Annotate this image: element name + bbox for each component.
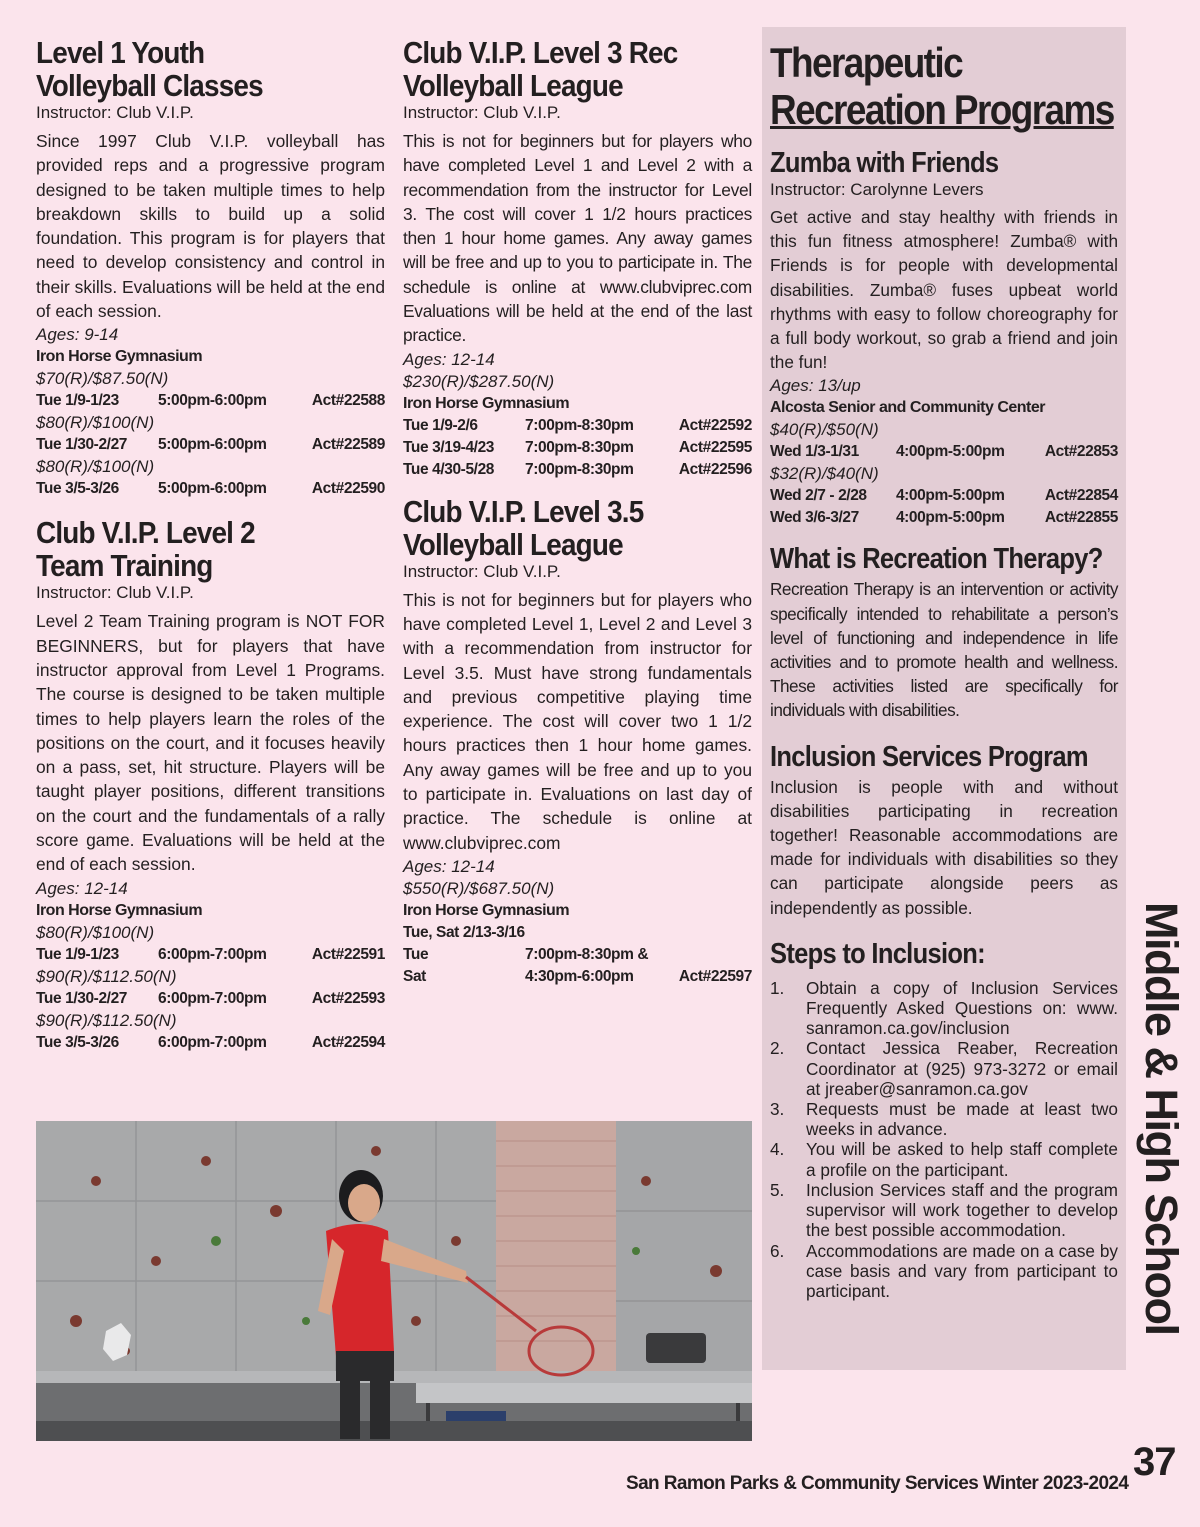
step-number: 6. xyxy=(770,1240,785,1261)
lvl2-price-1: $80(R)/$100(N) xyxy=(36,922,155,942)
lvl1-session-row xyxy=(36,390,385,412)
lvl1-ages: Ages: 9-14 xyxy=(36,325,119,345)
column-2 xyxy=(403,36,752,988)
list-item xyxy=(770,1099,1118,1139)
session-date: Wed 3/6-3/27 xyxy=(770,509,859,527)
activity-number: Act#22592 xyxy=(678,416,752,434)
lvl3-session-row xyxy=(403,415,752,437)
session-day: Tue xyxy=(403,945,429,963)
list-item xyxy=(770,1139,1118,1179)
activity-number: Act#22591 xyxy=(311,945,385,963)
lvl35-title-line1: Club V.I.P. Level 3.5 xyxy=(403,493,644,529)
lvl3-price: $230(R)/$287.50(N) xyxy=(403,371,555,391)
step-number: 3. xyxy=(770,1099,785,1120)
lvl3-title-line2: Volleyball League xyxy=(403,68,623,103)
inclusion-description: Inclusion is people with and without disabilities participating in recreation together! Reasonable accommodations are made for individuals with disabilities so they can participate alongside peers as independently as possible. xyxy=(770,776,1118,918)
session-time: 5:00pm-6:00pm xyxy=(158,392,267,410)
lvl3-title-line1: Club V.I.P. Level 3 Rec xyxy=(403,35,678,70)
lvl2-block xyxy=(36,516,385,1053)
lvl3-block xyxy=(403,36,752,481)
session-date: Tue 1/30-2/27 xyxy=(36,989,128,1007)
session-date: Tue 3/19-4/23 xyxy=(403,438,495,456)
zumba-ages: Ages: 13/up xyxy=(770,376,861,396)
step-number: 1. xyxy=(770,977,785,998)
lvl35-instructor: Instructor: Club V.I.P. xyxy=(403,561,561,581)
lvl35-session-row xyxy=(403,944,752,966)
zumba-location: Alcosta Senior and Community Center xyxy=(770,399,1045,417)
lvl3-instructor: Instructor: Club V.I.P. xyxy=(403,103,561,122)
step-number: 2. xyxy=(770,1038,785,1059)
lvl1-title-line2: Volleyball Classes xyxy=(36,68,263,103)
activity-number: Act#22854 xyxy=(1044,487,1118,505)
lvl1-title-line1: Level 1 Youth xyxy=(36,35,205,70)
section-title-line1: Therapeutic xyxy=(770,39,963,86)
lvl1-session-row xyxy=(36,434,385,456)
session-date: Tue 1/9-2/6 xyxy=(403,416,478,434)
lvl35-block xyxy=(403,495,752,988)
lvl1-price-1: $70(R)/$87.50(N) xyxy=(36,369,169,389)
activity-number: Act#22855 xyxy=(1044,509,1118,527)
activity-number: Act#22595 xyxy=(678,438,752,456)
activity-number: Act#22588 xyxy=(311,392,385,410)
lvl3-location: Iron Horse Gymnasium xyxy=(403,394,570,412)
zumba-title: Zumba with Friends xyxy=(770,147,999,179)
step-text: Inclusion Services staff and the program supervisor will work together to develop the best possible accommodation. xyxy=(806,1179,1118,1241)
zumba-price-2: $32(R)/$40(N) xyxy=(770,464,879,484)
inclusion-title: Inclusion Services Program xyxy=(770,740,1088,773)
session-date: Tue 3/5-3/26 xyxy=(36,1033,119,1051)
lvl3-description: This is not for beginners but for players who have completed Level 1 and Level 2 with a recommendation from the instructor for Level 3. The cost will cover 1 1/2 hours practices then 1 hour home games. Any away games will be free and up to you to participate in. The schedule is online at www.clubviprec.com Evaluations will be held at the end of the last practice. xyxy=(403,131,752,346)
session-date: Wed 1/3-1/31 xyxy=(770,443,859,461)
lvl2-instructor: Instructor: Club V.I.P. xyxy=(36,583,194,603)
session-time: 6:00pm-7:00pm xyxy=(158,989,267,1007)
activity-number: Act#22596 xyxy=(678,460,752,478)
session-time: 6:00pm-7:00pm xyxy=(158,945,267,963)
zumba-session-row xyxy=(770,441,1118,463)
step-text: Obtain a copy of Inclusion Services Frequently Asked Questions on: www. sanramon.ca.gov/inclusion xyxy=(806,977,1118,1039)
lvl3-session-row xyxy=(403,437,752,459)
badminton-player-photo xyxy=(36,1121,752,1441)
list-item xyxy=(770,978,1118,1039)
page-number: 37 xyxy=(1133,1440,1176,1484)
activity-number: Act#22590 xyxy=(311,480,385,498)
step-text: You will be asked to help staff complete a profile on the participant. xyxy=(806,1139,1118,1180)
lvl35-price: $550(R)/$687.50(N) xyxy=(403,878,555,898)
footer: San Ramon Parks & Community Services Winter 2023-2024 xyxy=(626,1473,1129,1494)
session-time: 4:30pm-6:00pm xyxy=(525,967,634,985)
lvl2-title xyxy=(36,516,385,582)
session-date: Tue 1/9-1/23 xyxy=(36,392,119,410)
session-date: Tue 4/30-5/28 xyxy=(403,460,495,478)
activity-number: Act#22593 xyxy=(311,989,385,1007)
step-text: Requests must be made at least two weeks in advance. xyxy=(806,1099,1118,1140)
session-time: 4:00pm-5:00pm xyxy=(895,487,1005,505)
zumba-price-1: $40(R)/$50(N) xyxy=(770,420,879,440)
lvl1-price-2: $80(R)/$100(N) xyxy=(36,413,155,433)
lvl1-price-3: $80(R)/$100(N) xyxy=(36,457,155,477)
therapy-description: Recreation Therapy is an intervention or activity specifically intended to rehabilitate a person’s level of functioning and independence in life activities and to promote health and wellness. These activities listed are specifically for individuals with disabilities. xyxy=(770,579,1118,721)
steps-list xyxy=(770,978,1118,1301)
session-time: 7:00pm-8:30pm xyxy=(525,460,634,478)
list-item xyxy=(770,1038,1118,1099)
therapeutic-sidebar xyxy=(762,27,1126,1370)
lvl2-title-line1: Club V.I.P. Level 2 xyxy=(36,515,255,551)
step-number: 4. xyxy=(770,1139,785,1160)
section-title xyxy=(770,39,1119,133)
lvl3-ages: Ages: 12-14 xyxy=(403,349,495,369)
activity-number: Act#22597 xyxy=(678,967,752,985)
list-item xyxy=(770,1241,1118,1302)
lvl3-title xyxy=(403,36,752,102)
lvl35-description: This is not for beginners but for players who have completed Level 1, Level 2 and Level 3 with a recommendation from instructor for Level 3.5. Must have strong fundamentals and previous competitive playing time experience. The cost will cover two 1 1/2 hours practices then 1 hour home games. Any away games will be free and up to you to participate in. Evaluations on last day of practice. The schedule is online at www.clubviprec.com xyxy=(403,589,752,853)
step-number: 5. xyxy=(770,1179,785,1200)
lvl35-dates xyxy=(403,922,752,944)
lvl35-ages: Ages: 12-14 xyxy=(403,856,495,876)
session-time: 7:00pm-8:30pm xyxy=(525,416,634,434)
lvl35-title xyxy=(403,495,752,561)
lvl35-title-line2: Volleyball League xyxy=(403,526,623,562)
lvl1-instructor: Instructor: Club V.I.P. xyxy=(36,103,194,122)
steps-title: Steps to Inclusion: xyxy=(770,937,985,970)
activity-number: Act#22853 xyxy=(1044,443,1118,461)
session-time: 5:00pm-6:00pm xyxy=(158,480,267,498)
session-date: Tue 1/9-1/23 xyxy=(36,945,119,963)
photo-illustration xyxy=(36,1121,752,1441)
lvl1-description: Since 1997 Club V.I.P. volleyball has provided reps and a progressive program designed to be taken multiple times to help breakdown skills to build up a solid foundation. This program is for players that need to develop consistency and control in their skills. Evaluations will be held at the end of each session. xyxy=(36,131,385,322)
lvl2-title-line2: Team Training xyxy=(36,548,213,584)
zumba-instructor: Instructor: Carolynne Levers xyxy=(770,180,984,199)
lvl2-session-row xyxy=(36,1032,385,1054)
lvl35-session-row xyxy=(403,966,752,988)
list-item xyxy=(770,1180,1118,1241)
session-date: Wed 2/7 - 2/28 xyxy=(770,487,867,505)
lvl2-session-row xyxy=(36,944,385,966)
side-tab xyxy=(1133,902,1189,1382)
lvl1-session-row xyxy=(36,478,385,500)
zumba-session-row xyxy=(770,485,1118,507)
lvl2-description: Level 2 Team Training program is NOT FOR BEGINNERS, but for players that have instructor approval from Level 1 Programs. The course is designed to be taken multiple times to help players learn the roles of the positions on the court, and it focuses heavily on a pass, set, hit structure. Players will be taught player positions, different transitions on the court and the fundamentals of a rally score game. Evaluations will be held at the end of each session. xyxy=(36,611,385,875)
session-time: 7:00pm-8:30pm & xyxy=(525,945,649,963)
session-date: Tue 3/5-3/26 xyxy=(36,480,119,498)
side-tab-label: Middle & High School xyxy=(1136,902,1187,1335)
step-text: Contact Jessica Reaber, Recreation Coordinator at (925) 973-3272 or email at jreaber@sanramon.ca.gov xyxy=(806,1038,1118,1099)
lvl35-location: Iron Horse Gymnasium xyxy=(403,901,570,919)
step-text: Accommodations are made on a case by case basis and vary from participant to participant. xyxy=(806,1240,1118,1301)
session-time: 5:00pm-6:00pm xyxy=(158,436,267,454)
lvl1-title xyxy=(36,36,385,102)
session-time: 6:00pm-7:00pm xyxy=(158,1033,267,1051)
activity-number: Act#22594 xyxy=(311,1033,385,1051)
lvl2-location: Iron Horse Gymnasium xyxy=(36,901,203,919)
lvl2-ages: Ages: 12-14 xyxy=(36,878,128,898)
lvl2-price-2: $90(R)/$112.50(N) xyxy=(36,966,177,986)
session-day: Sat xyxy=(403,967,426,985)
section-title-line2: Recreation Programs xyxy=(770,86,1114,133)
session-time: 7:00pm-8:30pm xyxy=(525,438,634,456)
lvl3-session-row xyxy=(403,459,752,481)
lvl1-location: Iron Horse Gymnasium xyxy=(36,348,203,366)
lvl2-session-row xyxy=(36,988,385,1010)
therapy-title: What is Recreation Therapy? xyxy=(770,543,1103,576)
lvl2-price-3: $90(R)/$112.50(N) xyxy=(36,1010,177,1030)
session-date: Tue 1/30-2/27 xyxy=(36,436,128,454)
session-time: 4:00pm-5:00pm xyxy=(895,509,1005,527)
column-1 xyxy=(36,36,385,1054)
lvl1-block xyxy=(36,36,385,500)
session-dates: Tue, Sat 2/13-3/16 xyxy=(403,923,525,941)
zumba-description: Get active and stay healthy with friends in this fun fitness atmosphere! Zumba® with Friends is for people with developmental disabilities. Zumba® fuses upbeat world rhythms with easy to follow choreography for a full body workout, so grab a friend and join the fun! xyxy=(770,207,1118,373)
session-time: 4:00pm-5:00pm xyxy=(895,443,1005,461)
activity-number: Act#22589 xyxy=(311,436,385,454)
zumba-session-row xyxy=(770,507,1118,529)
